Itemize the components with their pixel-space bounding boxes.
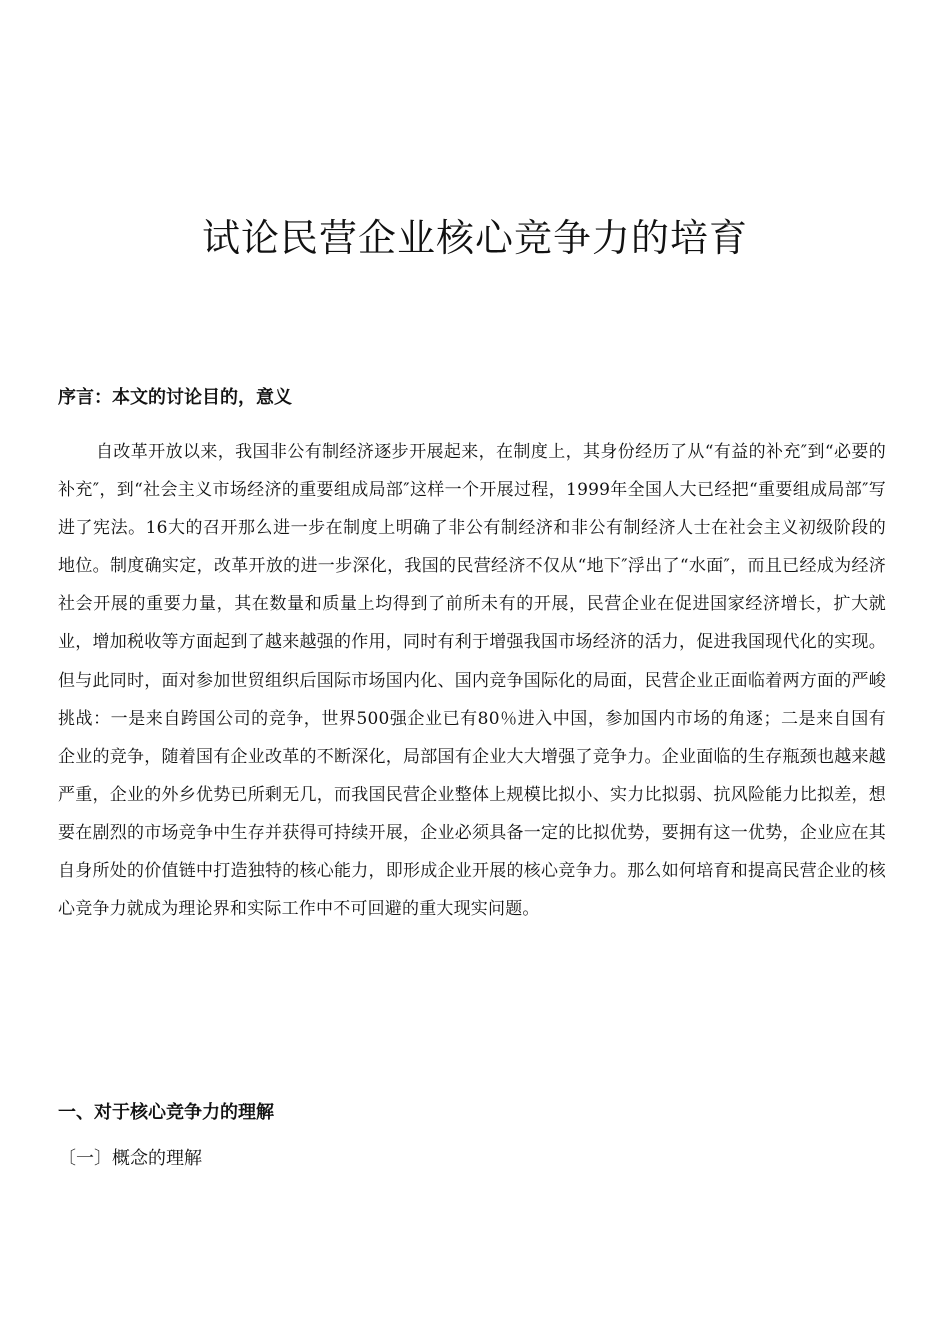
preface-heading: 序言：本文的讨论目的，意义 — [58, 387, 292, 408]
document-title: 试论民营企业核心竞争力的培育 — [201, 216, 748, 260]
subsection-heading: 〔一〕概念的理解 — [58, 1148, 202, 1169]
preface-paragraph: 自改革开放以来，我国非公有制经济逐步开展起来，在制度上，其身份经历了从“有益的补充″到“必要的补充″，到“社会主义市场经济的重要组成局部″这样一个开展过程，1999年全国人大已经把“重要组成局部″写进了宪法。16大的召开那么进一步在制度上明确了非公有制经济和非公有制经济人士在社会主义初级阶段的地位。制度确实定，改革开放的进一步深化，我国的民营经济不仅从“地下″浮出了“水面″，而且已经成为经济社会开展的重要力量，其在数量和质量上均得到了前所未有的开展，民营企业在促进国家经济增长，扩大就业，增加税收等方面起到了越来越强的作用，同时有利于增强我国市场经济的活力，促进我国现代化的实现。但与此同时，面对参加世贸组织后国际市场国内化、国内竞争国际化的局面，民营企业正面临着两方面的严峻挑战：一是来自跨国公司的竞争，世界500强企业已有80％进入中国，参加国内市场的角逐；二是来自国有企业的竞争，随着国有企业改革的不断深化，局部国有企业大大增强了竞争力。企业面临的生存瓶颈也越来越严重，企业的外乡优势已所剩无几，而我国民营企业整体上规模比拟小、实力比拟弱、抗风险能力比拟差，想要在剧烈的市场竞争中生存并获得可持续开展，企业必须具备一定的比拟优势，要拥有这一优势，企业应在其自身所处的价值链中打造独特的核心能力，即形成企业开展的核心竞争力。那么如何培育和提高民营企业的核心竞争力就成为理论界和实际工作中不可回避的重大现实问题。 — [58, 442, 886, 920]
section-heading: 一、对于核心竞争力的理解 — [58, 1102, 274, 1123]
